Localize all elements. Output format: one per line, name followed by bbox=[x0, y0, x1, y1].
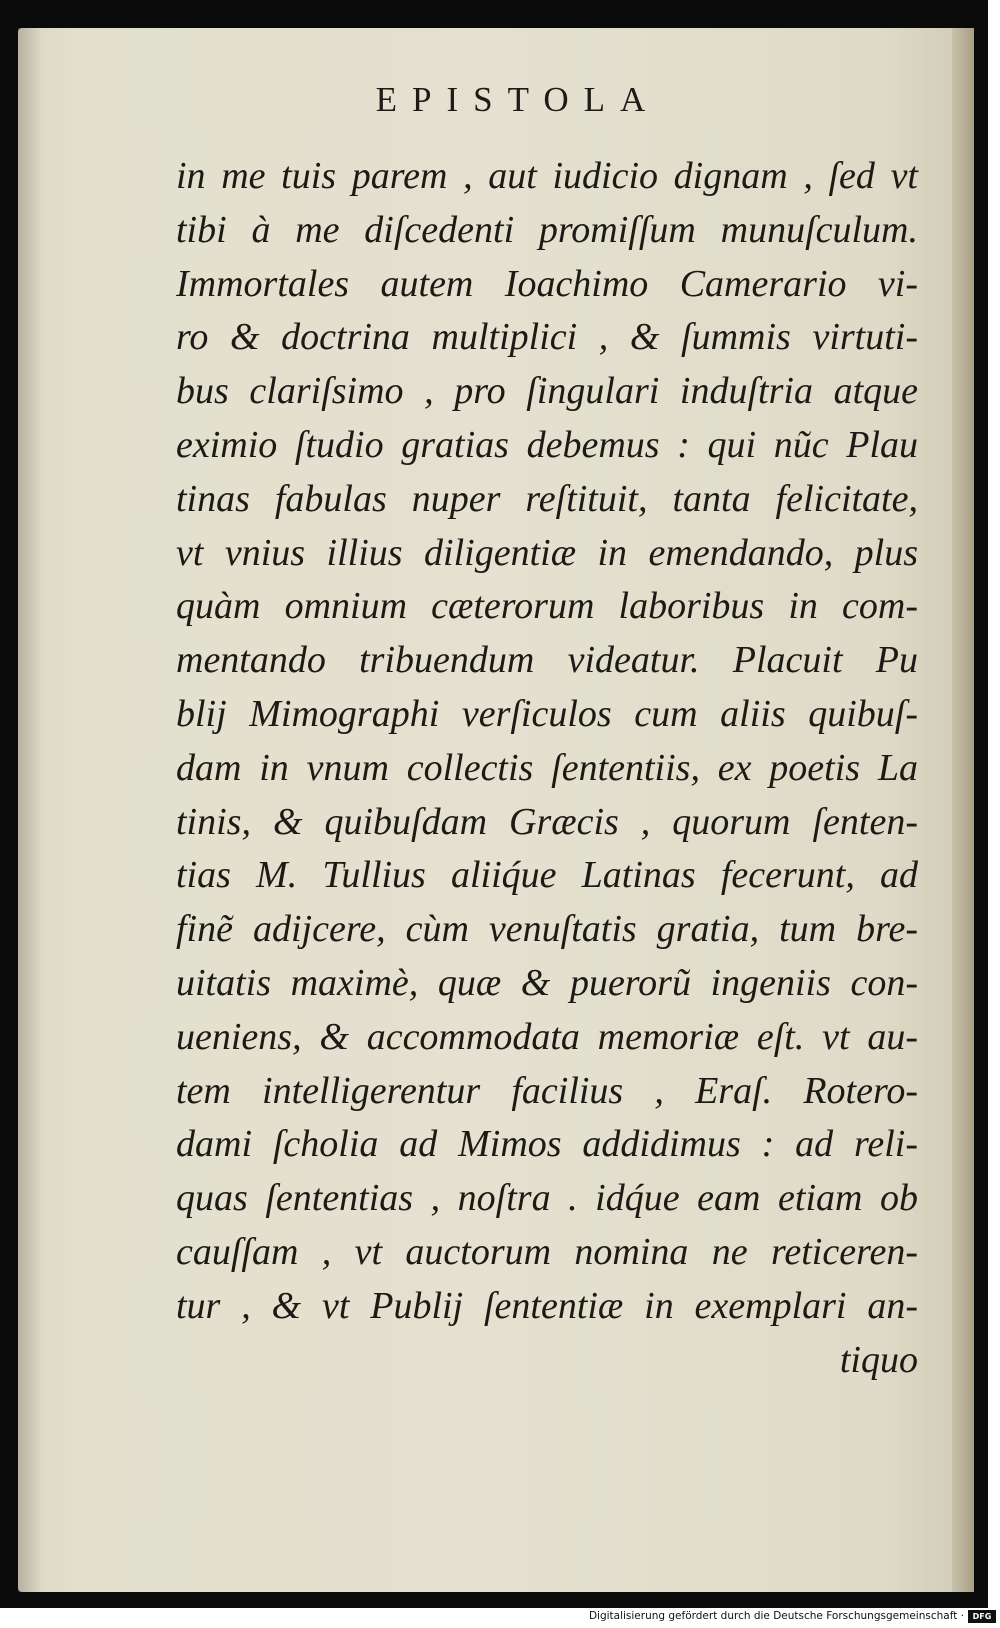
epistle-text-block bbox=[176, 150, 918, 1387]
running-heading: EPISTOLA bbox=[375, 80, 661, 119]
text-line: bus clariſsimo , pro ſingulari induſtria atque bbox=[176, 370, 918, 413]
text-line: ro & doctrina multiplici , & ſummis virtuti- bbox=[176, 316, 918, 359]
text-line: eximio ſtudio gratias debemus : qui nũc Plau bbox=[176, 423, 918, 466]
text-line: dami ſcholia ad Mimos addidimus : ad reli- bbox=[176, 1123, 918, 1166]
text-line: tinis, & quibuſdam Græcis , quorum ſenten- bbox=[176, 800, 918, 843]
text-line: blij Mimographi verſiculos cum aliis quibuſ- bbox=[176, 692, 918, 735]
text-line: quàm omnium cæterorum laboribus in com- bbox=[176, 585, 918, 628]
spine-shadow bbox=[18, 28, 42, 1592]
text-line: vt vnius illius diligentiæ in emendando, plus bbox=[176, 531, 918, 574]
page-edge bbox=[952, 28, 974, 1592]
text-line: tibi à me diſcedenti promiſſum munuſculum. bbox=[176, 208, 918, 251]
text-line: in me tuis parem , aut iudicio dignam , ſed vt bbox=[176, 155, 918, 197]
text-line: tias M. Tullius aliiq́ue Latinas fecerunt, ad bbox=[176, 854, 918, 897]
text-line: Immortales autem Ioachimo Camerario vi- bbox=[176, 262, 918, 305]
text-line: tur , & vt Publij ſententiæ in exemplari an- bbox=[176, 1284, 918, 1327]
text-line: tem intelligerentur facilius , Eraſ. Rotero- bbox=[176, 1069, 918, 1112]
catchword: tiquo bbox=[839, 1338, 918, 1381]
text-line: quas ſententias , noſtra . idq́ue eam etiam ob bbox=[176, 1177, 918, 1220]
text-line: mentando tribuendum videatur. Placuit Pu bbox=[176, 639, 918, 682]
text-line: ueniens, & accommodata memoriæ eſt. vt au- bbox=[176, 1015, 918, 1058]
text-line: cauſſam , vt auctorum nomina ne reticeren- bbox=[176, 1230, 918, 1273]
digitization-credit: Digitalisierung gefördert durch die Deutsche Forschungsgemeinschaft · bbox=[588, 1610, 964, 1622]
dfg-logo: DFG bbox=[968, 1610, 996, 1623]
text-line: uitatis maximè, quæ & puerorũ ingeniis con- bbox=[176, 961, 918, 1004]
text-line: finẽ adijcere, cùm venuſtatis gratia, tum bre- bbox=[176, 908, 918, 951]
text-line: dam in vnum collectis ſententiis, ex poetis La bbox=[176, 746, 918, 789]
text-line: tinas fabulas nuper reſtituit, tanta felicitate, bbox=[176, 477, 918, 520]
